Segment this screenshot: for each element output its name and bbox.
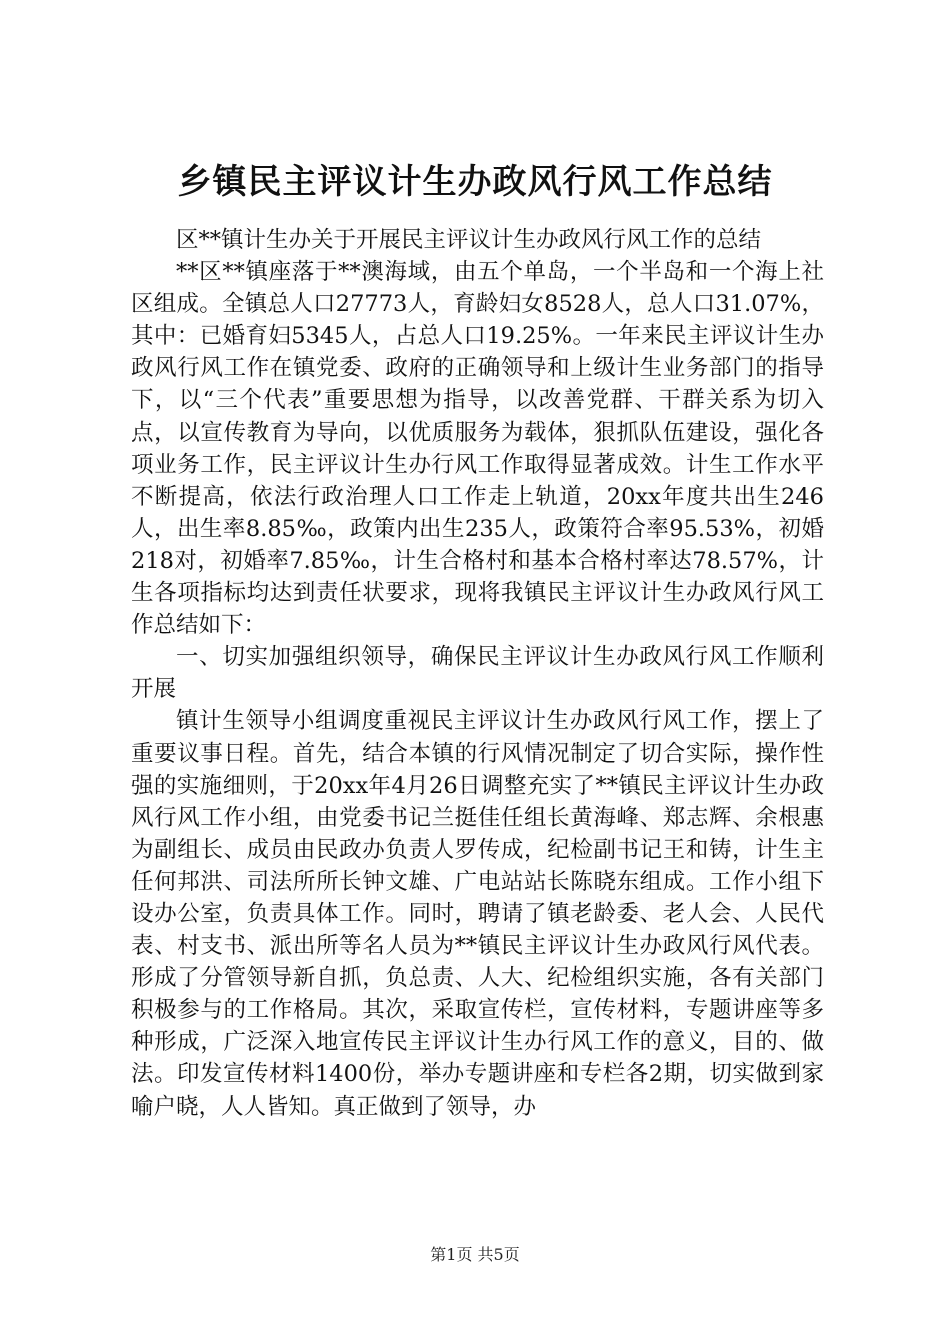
section-heading-1: 一、切实加强组织领导，确保民主评议计生办政风行风工作顺利开展	[131, 644, 824, 703]
page-number: 第1页 共5页	[430, 1245, 520, 1264]
paragraph-subtitle: 区**镇计生办关于开展民主评议计生办政风行风工作的总结	[176, 227, 762, 253]
paragraph-overview: **区**镇座落于**澳海域，由五个单岛，一个半岛和一个海上社区组成。全镇总人口27773人，育龄妇女8528人，总人口31.07%，其中：已婚育妇5345人，占总人口19.25%。一年来民主评议计生办政风行风工作在镇党委、政府的正确领导和上级计生业务部门的指导下，以“三个代表”重要思想为指导，以改善党群、干群关系为切入点，以宣传教育为导向，以优质服务为载体，狠抓队伍建设，强化各项业务工作，民主评议计生办行风工作取得显著成效。计生工作水平不断提高，依法行政治理人口工作走上轨道，20xx年度共出生246人，出生率8.85‰，政策内出生235人，政策符合率95.53%，初婚218对，初婚率7.85‰，计生合格村和基本合格村率达78.57%，计生各项指标均达到责任状要求，现将我镇民主评议计生办政风行风工作总结如下：	[131, 259, 824, 639]
document-title: 乡镇民主评议计生办政风行风工作总结	[177, 162, 773, 202]
document-body	[131, 224, 824, 1123]
paragraph-section-1: 镇计生领导小组调度重视民主评议计生办政风行风工作，摆上了重要议事日程。首先，结合本镇的行风情况制定了切合实际，操作性强的实施细则，于20xx年4月26日调整充实了**镇民主评议计生办政风行风工作小组，由党委书记兰挺佳任组长黄海峰、郑志辉、余根惠为副组长、成员由民政办负责人罗传成，纪检副书记王和铸，计生主任何邦洪、司法所所长钟文雄、广电站站长陈晓东组成。工作小组下设办公室，负责具体工作。同时，聘请了镇老龄委、老人会、人民代表、村支书、派出所等名人员为**镇民主评议计生办政风行风代表。形成了分管领导新自抓，负总责、人大、纪检组织实施，各有关部门积极参与的工作格局。其次，采取宣传栏，宣传材料，专题讲座等多种形成，广泛深入地宣传民主评议计生办行风工作的意义，目的、做法。印发宣传材料1400份，举办专题讲座和专栏各2期，切实做到家喻户晓，人人皆知。真正做到了领导，办	[131, 708, 824, 1120]
